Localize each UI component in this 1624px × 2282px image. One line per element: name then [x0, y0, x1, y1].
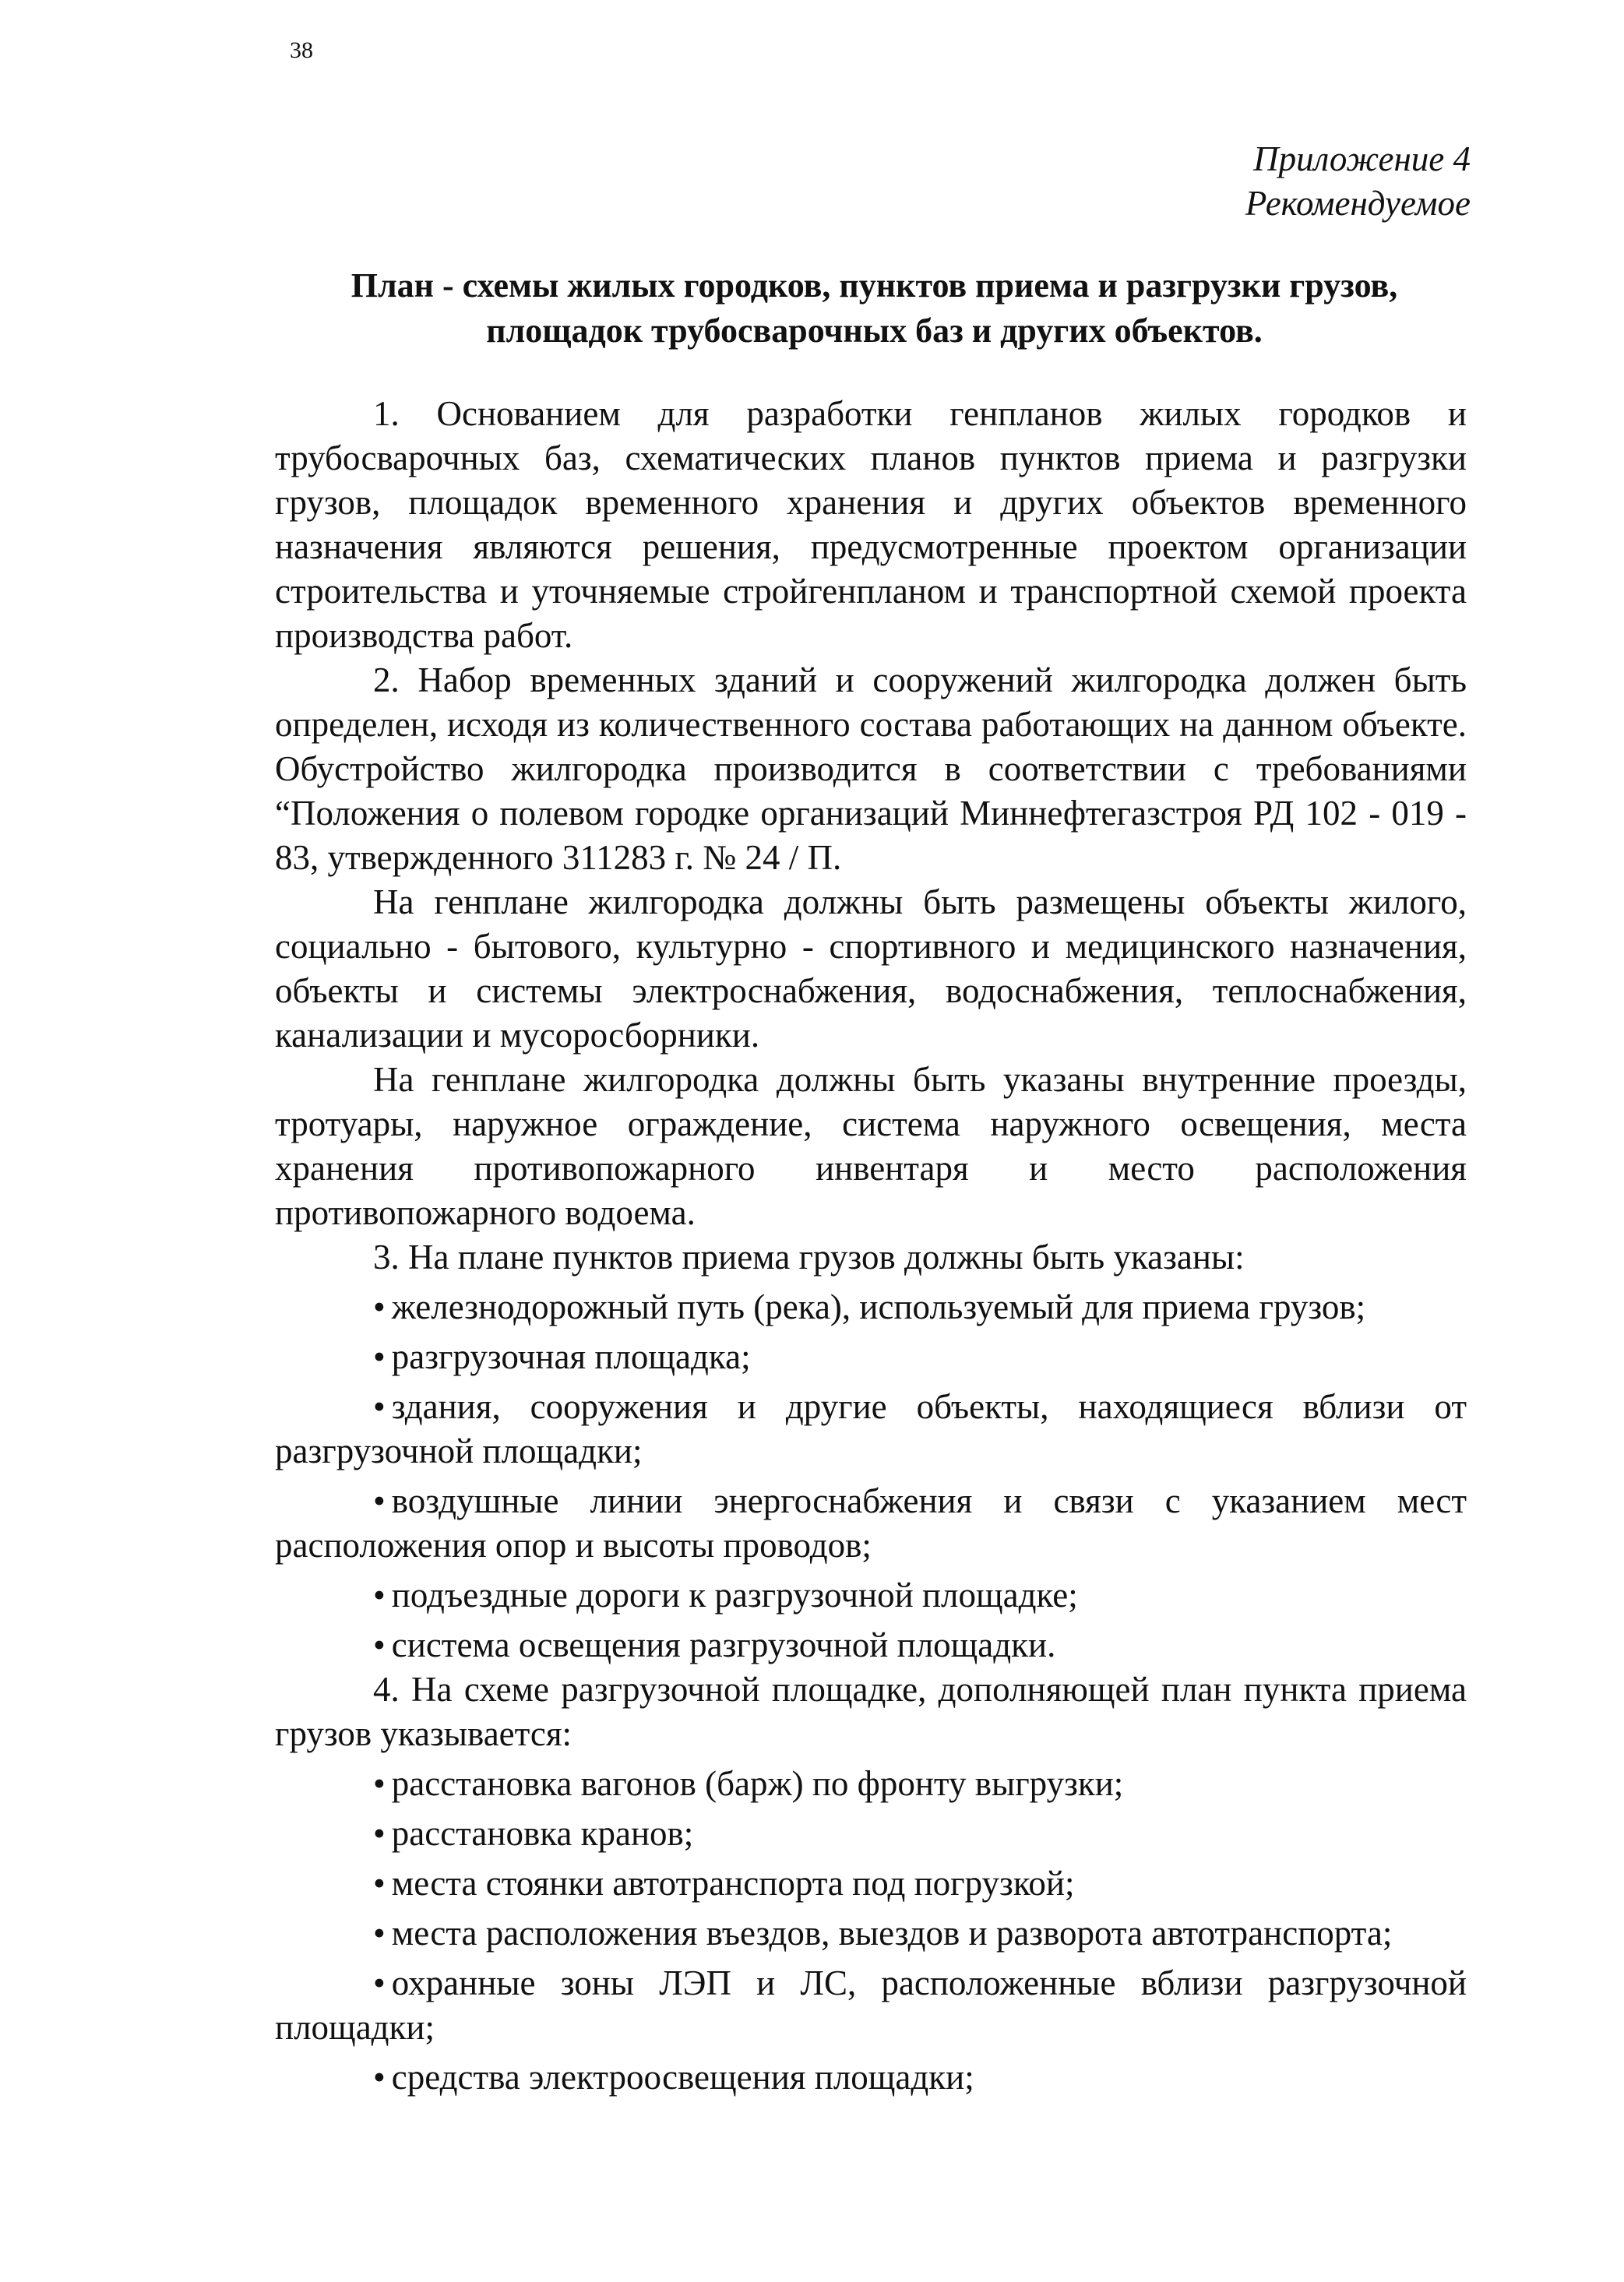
- bullet-icon: [373, 1963, 392, 2002]
- bullet-icon: [373, 1914, 392, 1953]
- bullet-icon: [373, 1814, 392, 1853]
- bullet-icon: [373, 1387, 392, 1426]
- list-item: • средства электроосвещения площадки;: [275, 2055, 1467, 2100]
- bullet-icon: [373, 1764, 392, 1803]
- paragraph-3: 3. На плане пунктов приема грузов должны быть указаны:: [373, 1238, 1245, 1277]
- paragraph-4: 4. На схеме разгрузочной площадке, дополняющей план пункта приема грузов указывается:: [275, 1670, 1467, 1753]
- bullet-icon: [373, 1287, 392, 1326]
- list-item: • воздушные линии энергоснабжения и связи с указанием мест расположения опор и высоты проводов;: [275, 1479, 1467, 1568]
- appendix-number: Приложение 4: [1253, 139, 1471, 178]
- list-item: • расстановка кранов;: [275, 1812, 1467, 1856]
- bullet-icon: [373, 2058, 392, 2097]
- paragraph-2-genplan-objects: На генплане жилгородка должны быть размещены объекты жилого, социально - бытового, культурно - спортивного и медицинского назначения, объекты и системы электроснабжения, водоснабжения, теплоснабжения, канализации и мусоросборники.: [275, 882, 1467, 1055]
- paragraph-1: 1. Основанием для разработки генпланов жилых городков и трубосварочных баз, схематических планов пунктов приема и разгрузки грузов, площадок временного хранения и других объектов временного назначения являются решения, предусмотренные проектом организации строительства и уточняемые стройгенпланом и транспортной схемой проекта производства работ.: [275, 394, 1467, 655]
- list-item: • железнодорожный путь (река), используемый для приема грузов;: [275, 1285, 1467, 1329]
- document-body: [275, 392, 1467, 2100]
- document-title: План - схемы жилых городков, пунктов приема и разгрузки грузов, площадок трубосварочных баз и других объектов.: [351, 266, 1398, 350]
- bullet-icon: [373, 1576, 392, 1615]
- paragraph-2-genplan-roads: На генплане жилгородка должны быть указаны внутренние проезды, тротуары, наружное ограждение, система наружного освещения, места хранения противопожарного инвентаря и место расположения противопожарного водоема.: [275, 1060, 1467, 1232]
- list-item: • система освещения разгрузочной площадки.: [275, 1623, 1467, 1667]
- list-item: • расстановка вагонов (барж) по фронту выгрузки;: [275, 1762, 1467, 1806]
- list-item: • здания, сооружения и другие объекты, находящиеся вблизи от разгрузочной площадки;: [275, 1385, 1467, 1474]
- list-item: • охранные зоны ЛЭП и ЛС, расположенные вблизи разгрузочной площадки;: [275, 1961, 1467, 2050]
- appendix-status: Рекомендуемое: [1245, 184, 1471, 223]
- paragraph-2: 2. Набор временных зданий и сооружений жилгородка должен быть определен, исходя из количественного состава работающих на данном объекте. Обустройство жилгородка производится в соответствии с требованиями “Положения о полевом городке организаций Миннефтегазстроя РД 102 - 019 - 83, утвержденного 311283 г. № 24 / П.: [275, 660, 1467, 877]
- bullet-icon: [373, 1864, 392, 1903]
- list-item: • разгрузочная площадка;: [275, 1335, 1467, 1379]
- list-item: • места стоянки автотранспорта под погрузкой;: [275, 1861, 1467, 1906]
- page-number: 38: [290, 37, 313, 63]
- list-item: • подъездные дороги к разгрузочной площадке;: [275, 1573, 1467, 1618]
- list-item: • места расположения въездов, выездов и разворота автотранспорта;: [275, 1911, 1467, 1956]
- bullet-icon: [373, 1481, 392, 1520]
- bullet-icon: [373, 1625, 392, 1664]
- appendix-label: [1245, 137, 1471, 226]
- bullet-icon: [373, 1337, 392, 1376]
